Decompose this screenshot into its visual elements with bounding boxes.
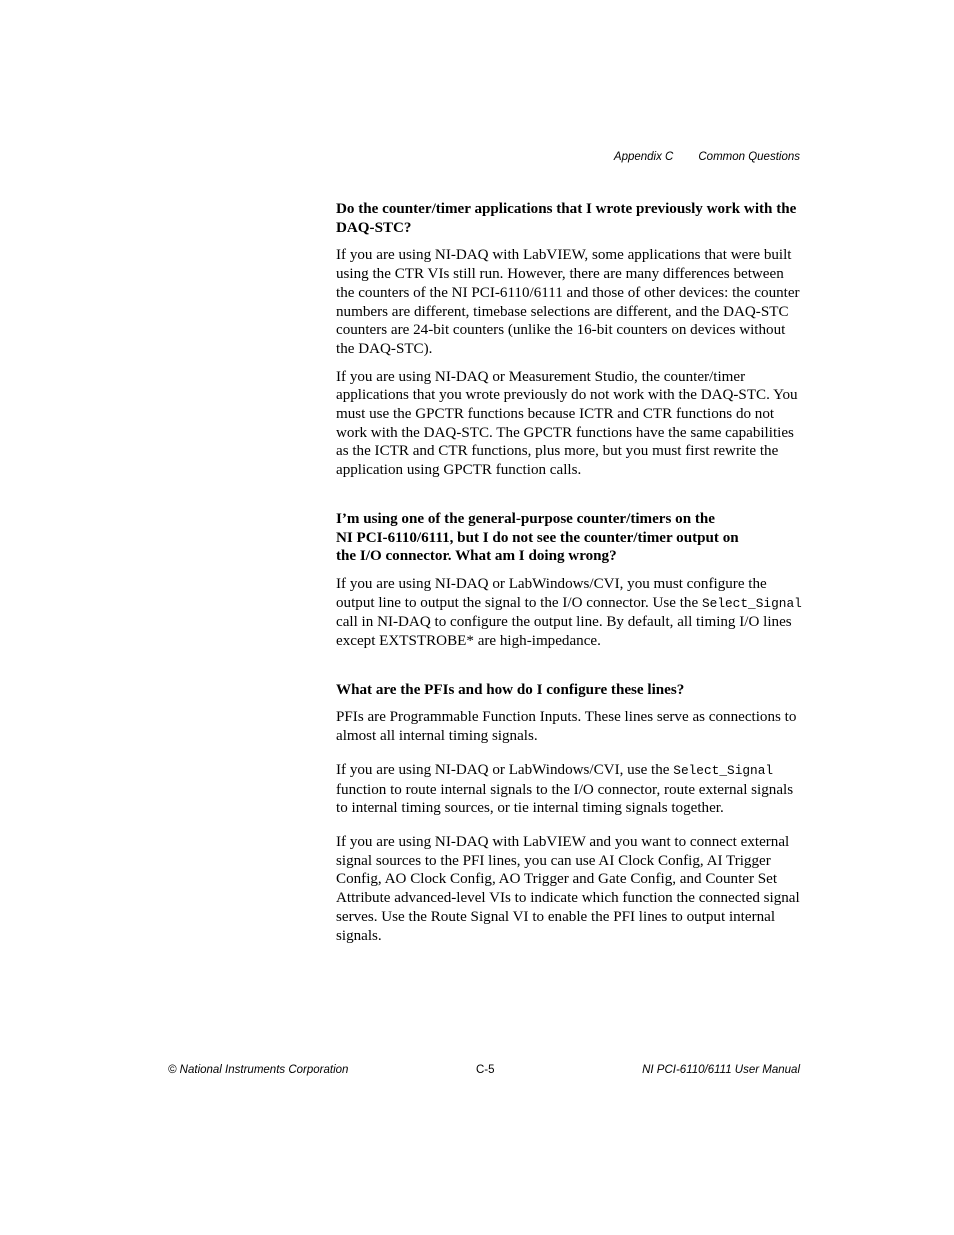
answer-paragraph: If you are using NI-DAQ with LabVIEW, some applications that were built using the CTR VIs still run. However, there are many differences between the counters of the NI PCI-6110/6111 and those of other devices: the counter numbers are different, timebase selections are different, and the DAQ-STC counters are 24-bit counters (unlike the 16-bit counters on devices without the DAQ-STC). bbox=[336, 247, 800, 357]
code-select-signal: Select_Signal bbox=[701, 595, 802, 611]
header-appendix: Appendix C bbox=[613, 151, 674, 163]
code-select-signal: Select_Signal bbox=[673, 762, 774, 778]
footer-page-number: C-5 bbox=[476, 1064, 495, 1076]
question-heading: What are the PFIs and how do I configure these lines? bbox=[336, 681, 685, 698]
answer-paragraph: If you are using NI-DAQ or LabWindows/CVI, you must configure the output line to output the signal to the I/O connector. Use the Select_Signal call in NI-DAQ to configure the output line. By default, all timing I/O lines except EXTSTROBE* are high-impedance. bbox=[336, 575, 802, 650]
question-heading: Do the counter/timer applications that I wrote previously work with the DAQ-STC? bbox=[336, 201, 797, 236]
answer-paragraph: If you are using NI-DAQ or LabWindows/CVI, use the Select_Signal function to route internal signals to the I/O connector, route external signals to internal timing sources, or tie internal timing signals together. bbox=[336, 761, 794, 817]
header-chapter: Common Questions bbox=[698, 151, 800, 163]
page-footer bbox=[168, 1062, 800, 1078]
answer-paragraph: If you are using NI-DAQ with LabVIEW and you want to connect external signal sources to the PFI lines, you can use AI Clock Config, AI Trigger Config, AO Clock Config, AO Trigger and Gate Config, and Counter Set Attribute advanced-level VIs to indicate which function the connected signal serves. Use the Route Signal VI to enable the PFI lines to output internal signals. bbox=[336, 833, 800, 944]
question-heading bbox=[336, 510, 802, 566]
section-pfis bbox=[336, 681, 802, 945]
question-line: I’m using one of the general-purpose counter/timers on the bbox=[336, 510, 715, 527]
section-counter-timer-applications bbox=[336, 200, 802, 480]
answer-paragraph: PFIs are Programmable Function Inputs. These lines serve as connections to almost all internal timing signals. bbox=[336, 709, 797, 745]
section-counter-output bbox=[336, 510, 802, 651]
footer-copyright: © National Instruments Corporation bbox=[168, 1064, 349, 1076]
answer-paragraph: If you are using NI-DAQ or Measurement Studio, the counter/timer applications that you wrote previously do not work with the DAQ-STC. You must use the GPCTR functions because ICTR and CTR functions do not work with the DAQ-STC. The GPCTR functions have the same capabilities as the ICTR and CTR functions, plus more, but you must first rewrite the application using GPCTR function calls. bbox=[336, 368, 798, 479]
running-header bbox=[614, 150, 800, 164]
question-line: the I/O connector. What am I doing wrong? bbox=[336, 548, 617, 565]
page-body bbox=[336, 200, 802, 954]
footer-manual-title: NI PCI-6110/6111 User Manual bbox=[642, 1064, 800, 1076]
question-line: NI PCI-6110/6111, but I do not see the counter/timer output on bbox=[336, 529, 739, 546]
